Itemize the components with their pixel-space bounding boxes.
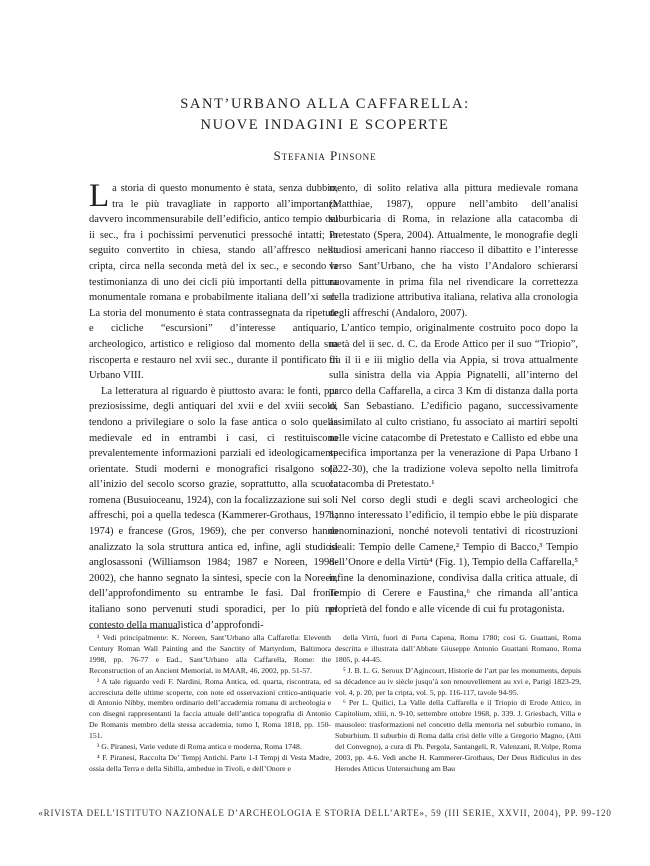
footnote: della Virtù, fuori di Porta Capena, Roma 1780; così G. Guattani, Roma descritta e illustrata dall’Abbate Giuseppe Antonio Guattani Romano, Roma 1805, p. 44-45. xyxy=(335,633,581,664)
body-column-right xyxy=(329,181,578,618)
footnote-divider xyxy=(89,628,179,629)
paragraph: La letteratura al riguardo è piuttosto avara: le fonti, pur preziosissime, degli antiquari del xvii e del xviii secolo, tendono a privilegiare o solo la fase antica o solo quella medievale ed in entrambi i casi, ci restituiscono prevalentemente informazioni parziali ed ideologicamente orientate. Studi moderni e monografici risalgono solo all’inizio del secolo scorso grazie, soprattutto, alla scuola romena (Busuioceanu, 1924), con la focalizzazione sui soli affreschi, poi a quella tedesca (Kammerer-Grothaus, 1971; 1974) e francese (Gros, 1969), che per converso hanno analizzato la sola struttura antica ed, infine, agli studiosi anglosassoni (Williamson 1984; 1987 e Noreen, 1998-2002), che hanno segnato la sintesi, specie con la Noreen, dell’approfondimento su entrambe le fasi. Dal fronte italiano sono pervenuti studi sporadici, per lo più nel contesto della manualistica d’approfondi- xyxy=(89,385,338,631)
footnote: ⁶ Per L. Quilici, La Valle della Caffarella e il Triopio di Erode Attico, in Capitolium, xliii, n. 9-10, settembre ottobre 1968, p. 339. J. Griesbach, Villa e mausoleo: trasformazioni nel concetto della memoria nel suburbio romano, in Suburbium. Il suburbio di Roma dalla crisi delle ville a Gregorio Magno, (Atti del Convegno), a cura di Ph. Pergola, Santangeli, R. Valenzani, R.Volpe, Roma 2003, pp. 4-6. Vedi anche H. Kammerer-Grothaus, Der Deus Ridiculus in des Herodes Atticus Untersuchung am Bau xyxy=(335,698,581,773)
footnotes-right xyxy=(335,633,581,775)
paragraph: mento, di solito relativa alla pittura medievale romana (Matthiae, 1987), oppure nell’ambito dell’analisi suburbicaria di Roma, in relazione alla catacomba di Pretestato (Spera, 2004). Attualmente, le monografie degli studiosi americani hanno riacceso il dibattito e l’interesse verso Sant’Urbano, che ha visto l’Andaloro schierarsi nuovamente in prima fila nel rivendicare la correttezza della tradizione attributiva italiana, relativa alla cronologia degli affreschi (Andaloro, 2007). xyxy=(329,183,578,319)
article-title-line-2: NUOVE INDAGINI E SCOPERTE xyxy=(200,117,450,133)
paragraph: Nel corso degli studi e degli scavi archeologici che hanno interessato l’edificio, il tempio ebbe le più disparate denominazioni, nonché notevoli tentativi di ricostruzioni ideali: Tempio delle Camene,² Tempio di Bacco,³ Tempio dell’Onore e della Virtù⁴ (Fig. 1), Tempio della Caffarella,⁵ infine la denominazione, condivisa dalla critica attuale, di Tempio di Cerere e Faustina,⁶ che rimanda all’antica proprietà del fondo e alle vicende di cui fu protagonista. xyxy=(329,494,578,616)
footnote: ¹ Vedi principalmente: K. Noreen, Sant’Urbano alla Caffarella: Eleventh Century Roman Wall Painting and the Sanctity of Martyrdom, Baltimora 1998, pp. 76-77 e Ead., Sant’Urbano alla Caffarella, Rome: the Reconstruction of an Ancient Memorial, in MAAR, 46, 2002, pp. 51-57. xyxy=(89,633,331,675)
journal-citation-footer: «RIVISTA DELL’ISTITUTO NAZIONALE D’ARCHEOLOGIA E STORIA DELL’ARTE», 59 (III SERIE, XXVII, 2004), PP. 99-120 xyxy=(38,808,612,818)
footnotes-left xyxy=(89,633,331,775)
article-title-line-1: SANT’URBANO ALLA CAFFARELLA: xyxy=(180,96,470,112)
footnote: ⁵ J. B. L. G. Seroux D’Agincourt, Historie de l’art par les monuments, depuis sa décadence au iv siècle jusqu’à son renouvellement au xvi e, Parigi 1823-29, vol. 4, p. 20, per la cripta, vol. 5, pp. 116-117, tavole 94-95. xyxy=(335,665,581,697)
footnote: ⁴ F. Piranesi, Raccolta De’ Tempj Antichi. Parte 1-I Tempj di Vesta Madre, ossia della Terra e della Sibilla, ambedue in Tivoli, e dell’Onore e xyxy=(89,752,331,773)
footnote: ³ G. Piranesi, Varie vedute di Roma antica e moderna, Roma 1748. xyxy=(97,742,302,752)
article-author: Stefania Pinsone xyxy=(273,148,377,163)
paragraph-text: a storia di questo monumento è stata, senza dubbio, tra le più travagliate in rapporto all’importanza davvero incommensurabile dell’edificio, antico tempio del ii sec., fra i pochissimi pervenutici pressoché intatti; in seguito convertito in chiesa, stando all’affresco nella cripta, circa nella seconda metà del ix sec., e secondo la testimonianza di uno dei cicli più importanti della pittura monumentale romana e probabilmente italiana dell’xi sec. La storia del monumento è stata contrassegnata da ripetute e cicliche “escursioni” d’interesse antiquario, archeologico, artistico e religioso dal momento della sua riscoperta e restauro nel xvii sec., durante il pontificato di Urbano VIII. xyxy=(89,183,338,382)
footnote: ² A tale riguardo vedi F. Nardini, Roma Antica, ed. quarta, riscontrata, ed accresciuta delle ultime scoperte, con note ed osservazioni critico-antiquarie di Antonio Nibby, membro ordinario dell’accademia romana di archeologia e con disegni rappresentanti la faccia attuale dell’antica topografia di Antonio De Romanis membro della stessa accademia, tomo I, Roma 1818, pp. 150-151. xyxy=(89,676,331,741)
paragraph: L’antico tempio, originalmente costruito poco dopo la metà del ii sec. d. C. da Erode Attico per il suo “Triopio”, fra il ii e iii miglio della via Appia, si trova attualmente sulla sinistra della via Appia Pignatelli, all’interno del parco della Caffarella, a circa 3 Km di distanza dalla porta di San Sebastiano. L’edificio pagano, successivamente assimilato al culto cristiano, fu associato ai martiri sepolti nelle vicine catacombe di Pretestato e Callisto ed ebbe una specifica importanza per la venerazione di Papa Urbano I (222-30), che la tradizione voleva sepolto nella limitrofa catacomba di Pretestato.¹ xyxy=(329,323,578,491)
body-column-left xyxy=(89,178,338,633)
paragraph xyxy=(89,178,338,384)
drop-cap: L xyxy=(89,178,110,214)
